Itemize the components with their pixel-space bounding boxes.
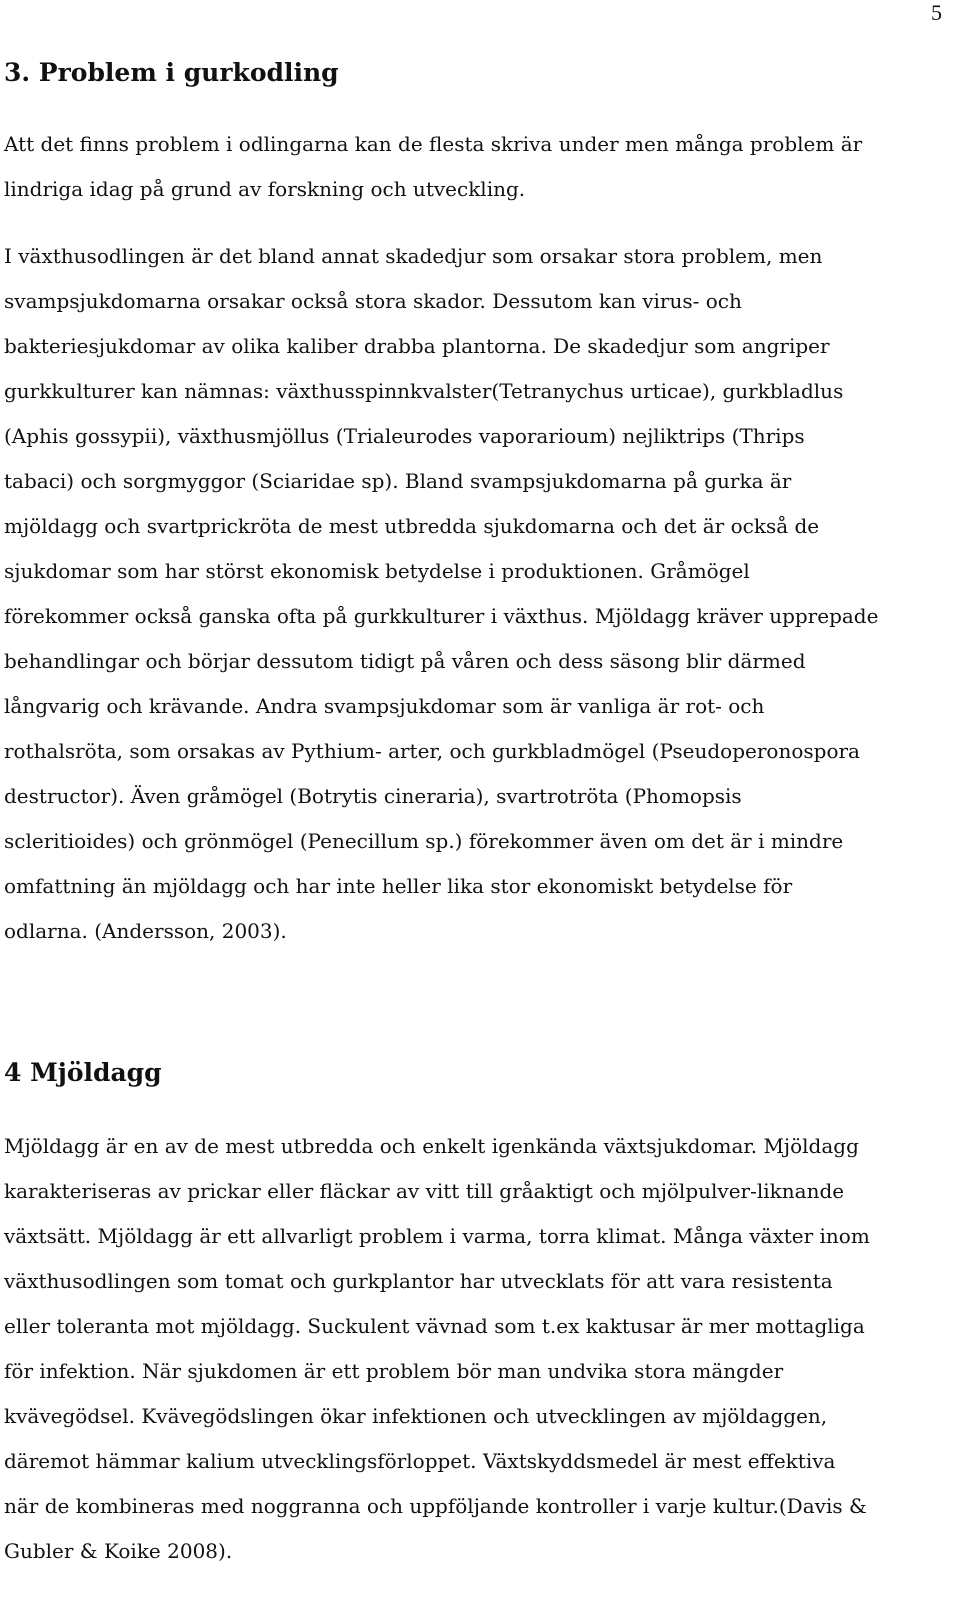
text-line: långvarig och krävande. Andra svampsjukdomar som är vanliga är rot- och xyxy=(4,694,765,718)
page-number: 5 xyxy=(931,0,942,25)
text-line: svampsjukdomarna orsakar också stora skador. Dessutom kan virus- och xyxy=(4,289,742,313)
text-line: Gubler & Koike 2008). xyxy=(4,1539,233,1563)
text-line: tabaci) och sorgmyggor (Sciaridae sp). Bland svampsjukdomarna på gurka är xyxy=(4,469,792,493)
text-line: karakteriseras av prickar eller fläckar av vitt till gråaktigt och mjölpulver-liknande xyxy=(4,1179,845,1203)
text-line: rothalsröta, som orsakas av Pythium- arter, och gurkbladmögel (Pseudoperonospora xyxy=(4,739,860,763)
paragraph xyxy=(4,234,878,954)
text-line: eller toleranta mot mjöldagg. Suckulent vävnad som t.ex kaktusar är mer mottagliga xyxy=(4,1314,865,1338)
text-line: I växthusodlingen är det bland annat skadedjur som orsakar stora problem, men xyxy=(4,244,823,268)
text-line: scleritioides) och grönmögel (Penecillum sp.) förekommer även om det är i mindre xyxy=(4,829,844,853)
text-line: förekommer också ganska ofta på gurkkulturer i växthus. Mjöldagg kräver upprepade xyxy=(4,604,879,628)
text-line: när de kombineras med noggranna och uppföljande kontroller i varje kultur.(Davis & xyxy=(4,1494,867,1518)
text-line: omfattning än mjöldagg och har inte heller lika stor ekonomiskt betydelse för xyxy=(4,874,793,898)
text-line: för infektion. När sjukdomen är ett problem bör man undvika stora mängder xyxy=(4,1359,784,1383)
text-line: växthusodlingen som tomat och gurkplantor har utvecklats för att vara resistenta xyxy=(4,1269,833,1293)
text-line: destructor). Även gråmögel (Botrytis cineraria), svartrotröta (Phomopsis xyxy=(4,784,742,808)
text-line: gurkkulturer kan nämnas: växthusspinnkvalster(Tetranychus urticae), gurkbladlus xyxy=(4,379,844,403)
text-line: Mjöldagg är en av de mest utbredda och enkelt igenkända växtsjukdomar. Mjöldagg xyxy=(4,1134,859,1158)
text-line: kvävegödsel. Kvävegödslingen ökar infektionen och utvecklingen av mjöldaggen, xyxy=(4,1404,828,1428)
text-line: däremot hämmar kalium utvecklingsförloppet. Växtskyddsmedel är mest effektiva xyxy=(4,1449,836,1473)
text-line: sjukdomar som har störst ekonomisk betydelse i produktionen. Gråmögel xyxy=(4,559,750,583)
paragraph xyxy=(4,1124,870,1574)
text-line: odlarna. (Andersson, 2003). xyxy=(4,919,287,943)
text-line: Att det finns problem i odlingarna kan de flesta skriva under men många problem är xyxy=(4,132,863,156)
text-line: (Aphis gossypii), växthusmjöllus (Trialeurodes vaporarioum) nejliktrips (Thrips xyxy=(4,424,805,448)
section-heading-mjoldagg: 4 Mjöldagg xyxy=(4,1058,162,1087)
text-line: lindriga idag på grund av forskning och utveckling. xyxy=(4,177,526,201)
paragraph xyxy=(4,122,862,212)
text-line: växtsätt. Mjöldagg är ett allvarligt problem i varma, torra klimat. Många växter inom xyxy=(4,1224,870,1248)
text-line: bakteriesjukdomar av olika kaliber drabba plantorna. De skadedjur som angriper xyxy=(4,334,830,358)
text-line: behandlingar och börjar dessutom tidigt på våren och dess säsong blir därmed xyxy=(4,649,806,673)
text-line: mjöldagg och svartprickröta de mest utbredda sjukdomarna och det är också de xyxy=(4,514,820,538)
section-heading-problem-i-gurkodling: 3. Problem i gurkodling xyxy=(4,58,339,87)
